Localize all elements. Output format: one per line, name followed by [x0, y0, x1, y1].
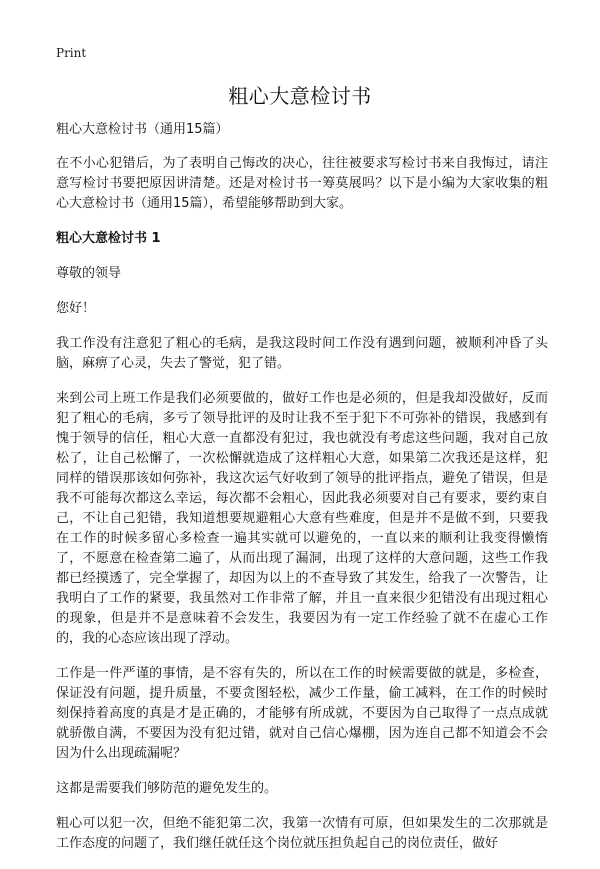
intro-paragraph: 在不小心犯错后，为了表明自己悔改的决心，往往被要求写检讨书来自我悔过，请注意写检讨书要把原因讲清楚。还是对检讨书一筹莫展吗？以下是小编为大家收集的粗心大意检讨书（通用15篇），希望能够帮助到大家。 — [56, 156, 548, 211]
body-paragraph: 这都是需要我们够防范的避免发生的。 — [56, 781, 278, 796]
body-paragraph: 我工作没有注意犯了粗心的毛病，是我这段时间工作没有遇到问题，被顺利冲昏了头脑，麻痹了心灵，失去了警觉，犯了错。 — [56, 336, 548, 371]
page-title: 粗心大意检讨书 — [228, 84, 372, 108]
document-subtitle: 粗心大意检讨书（通用15篇） — [56, 122, 229, 137]
document-body — [56, 120, 548, 869]
body-paragraph: 粗心可以犯一次，但绝不能犯第二次，我第一次情有可原，但如果发生的二次那就是工作态度的问题了，我们继任就任这个岗位就压担负起自己的岗位责任，做好 — [56, 816, 548, 851]
body-paragraph: 工作是一件严谨的事情，是不容有失的，所以在工作的时候需要做的就是，多检查，保证没有问题，提升质量，不要贪图轻松，减少工作量，偷工减料，在工作的时候时刻保持着高度的真是才是正确的，才能够有所成就，不要因为自己取得了一点点成就就骄傲自满，不要因为没有犯过错，就对自己信心爆棚，因为连自己都不知道会不会因为什么出现疏漏呢？ — [56, 666, 548, 761]
print-link[interactable]: Print — [56, 46, 87, 60]
salutation: 尊敬的领导 — [56, 266, 122, 281]
section-heading: 粗心大意检讨书 1 — [56, 231, 161, 246]
body-paragraph: 来到公司上班工作是我们必须要做的，做好工作也是必须的，但是我却没做好，反而犯了粗心的毛病，多亏了领导批评的及时让我不至于犯下不可弥补的错误，我感到有愧于领导的信任，粗心大意一直都没有犯过，我也就没有考虑这些问题，我对自己放松了，让自己松懈了，一次松懈就造成了这样粗心大意，如果第二次我还是这样，犯同样的错误那该如何弥补，我这次运气好收到了领导的批评指点，避免了错误，但是我不可能每次都这么幸运，每次都不会粗心，因此我必须要对自己有要求，要约束自己，不让自己犯错，我知道想要规避粗心大意有些难度，但是并不是做不到，只要我在工作的时候多留心多检查一遍其实就可以避免的，一直以来的顺利让我变得懒惰了，不愿意在检查第二遍了，从而出现了漏洞，出现了这样的大意问题，这些工作我都已经摸透了，完全掌握了，却因为以上的不查导致了其发生，给我了一次警告，让我明白了工作的紧要，我虽然对工作非常了解，并且一直来很少犯错没有出现过粗心的现象，但是并不是意味着不会发生，我要因为有一定工作经验了就不在虚心工作的，我的心态应该出现了浮动。 — [56, 391, 548, 646]
greeting: 您好！ — [56, 301, 96, 316]
